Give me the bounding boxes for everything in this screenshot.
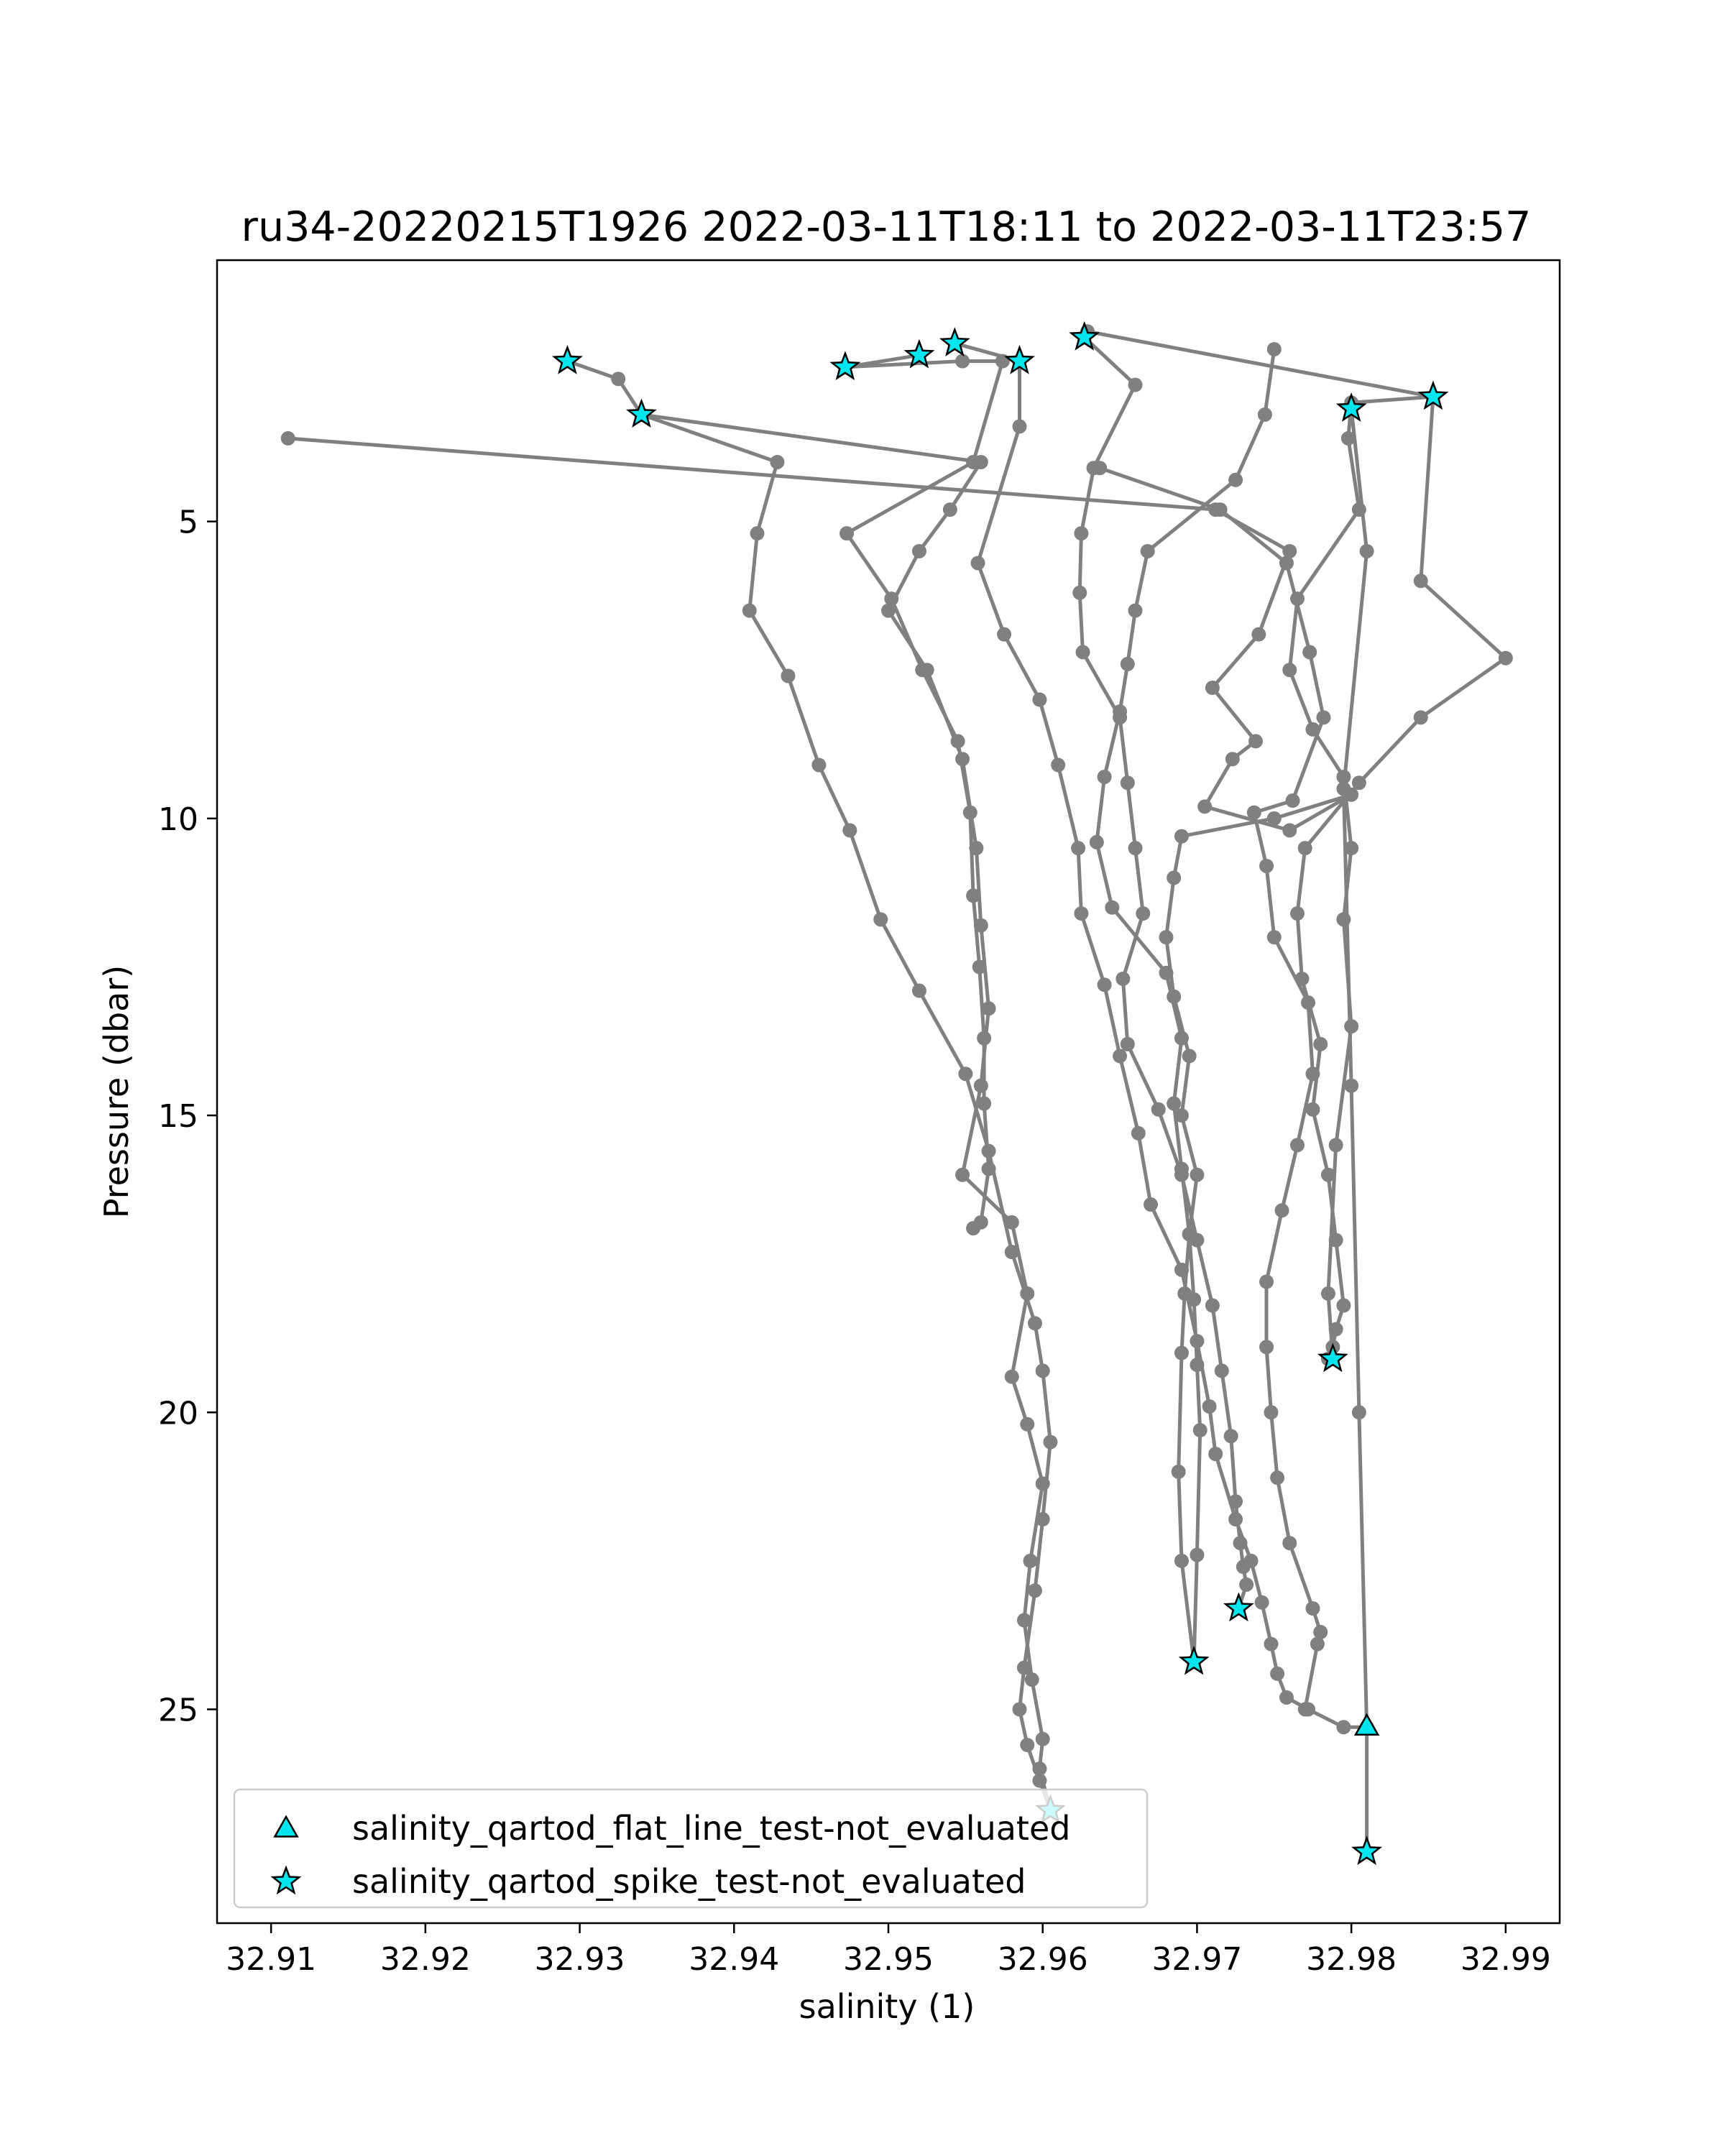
data-point: [1279, 556, 1294, 570]
data-point: [1282, 823, 1297, 837]
data-point: [982, 1161, 996, 1176]
data-point: [1172, 1465, 1186, 1479]
data-point: [1098, 977, 1112, 992]
data-point: [1071, 841, 1085, 855]
data-point: [1128, 841, 1143, 855]
data-point: [1247, 806, 1261, 820]
data-point: [974, 1079, 988, 1093]
data-point: [951, 734, 965, 748]
x-tick-label: 32.94: [689, 1941, 780, 1978]
data-point: [1032, 693, 1046, 707]
data-point: [1336, 782, 1351, 796]
y-tick-label: 5: [178, 504, 198, 541]
data-point: [1113, 704, 1127, 719]
spike-test-marker: [1181, 1648, 1207, 1672]
data-point: [971, 556, 985, 570]
data-point: [842, 823, 857, 837]
data-point: [1182, 1227, 1197, 1241]
flat-line-test-marker: [1356, 1715, 1378, 1735]
data-point: [912, 544, 926, 558]
data-point: [1294, 972, 1309, 986]
profile-line: [954, 344, 1366, 1852]
data-point: [1414, 710, 1428, 724]
x-tick-label: 32.95: [843, 1941, 934, 1978]
data-point: [1279, 1690, 1294, 1705]
data-point: [1197, 799, 1212, 814]
profile-line: [642, 415, 1051, 1810]
data-point: [1321, 1168, 1335, 1182]
data-point: [1208, 1447, 1223, 1461]
data-point: [1316, 710, 1330, 724]
data-point: [1313, 1037, 1328, 1051]
data-point: [1028, 1316, 1042, 1330]
data-point: [966, 888, 980, 903]
data-point: [1213, 502, 1228, 517]
data-point: [1020, 1738, 1034, 1752]
y-axis: [158, 505, 217, 1729]
x-tick-label: 32.91: [226, 1941, 317, 1978]
data-point: [1267, 930, 1282, 944]
data-point: [1336, 1299, 1351, 1313]
data-point: [1224, 1429, 1238, 1443]
data-point: [1090, 835, 1104, 849]
x-axis-label: salinity (1): [799, 1987, 975, 2026]
data-point: [1074, 526, 1088, 540]
data-point: [1499, 651, 1513, 665]
data-point: [1128, 604, 1143, 618]
data-point: [611, 372, 625, 386]
data-point: [1051, 757, 1065, 772]
spike-test-marker: [942, 330, 967, 354]
data-point: [977, 1031, 991, 1046]
data-point: [1116, 972, 1130, 986]
data-point: [1290, 1138, 1305, 1152]
legend-label: salinity_qartod_flat_line_test-not_evaluated: [352, 1809, 1071, 1848]
data-point: [1193, 1423, 1208, 1437]
data-point: [1305, 722, 1320, 737]
data-point: [955, 1168, 970, 1182]
data-point: [1202, 1399, 1217, 1414]
data-point: [966, 455, 980, 469]
data-point: [1005, 1370, 1019, 1384]
qartod-markers: [554, 323, 1446, 1863]
legend: [234, 1789, 1147, 1907]
data-point: [1005, 1215, 1019, 1230]
x-tick-label: 32.92: [380, 1941, 471, 1978]
data-point: [1215, 1363, 1229, 1378]
data-point: [1136, 906, 1150, 921]
data-point: [1251, 627, 1266, 642]
data-point: [1298, 841, 1312, 855]
data-point: [1329, 1233, 1343, 1248]
data-point: [1264, 1405, 1278, 1419]
data-point: [1275, 1203, 1289, 1217]
data-point: [1336, 1720, 1351, 1734]
profile-series: [1080, 324, 1513, 1366]
data-point: [1105, 900, 1119, 915]
data-point: [1036, 1363, 1050, 1378]
data-point: [1286, 793, 1300, 808]
data-point: [1352, 1405, 1366, 1419]
data-point: [1205, 1299, 1220, 1313]
data-point: [1190, 1168, 1204, 1182]
profile-line: [1289, 397, 1433, 1359]
y-axis-label: Pressure (dbar): [97, 964, 136, 1219]
data-point: [1228, 1494, 1243, 1508]
data-point: [1205, 681, 1220, 695]
data-point: [1414, 573, 1428, 588]
profile-series: [634, 407, 1057, 1818]
data-point: [281, 431, 295, 446]
data-point: [1329, 1138, 1343, 1152]
data-point: [912, 984, 926, 998]
data-point: [1098, 770, 1112, 784]
data-point: [1329, 1322, 1343, 1337]
profile-series: [1282, 390, 1440, 1366]
data-point: [1225, 752, 1240, 766]
data-point: [1167, 870, 1181, 885]
data-point: [1290, 906, 1305, 921]
data-point: [1177, 1286, 1192, 1301]
data-point: [1282, 663, 1297, 677]
x-tick-label: 32.93: [534, 1941, 625, 1978]
spike-test-marker: [628, 401, 654, 425]
spike-test-marker: [1225, 1595, 1251, 1619]
data-point: [1258, 407, 1272, 422]
data-point: [873, 912, 888, 926]
data-point: [997, 627, 1011, 642]
data-point: [1360, 544, 1374, 558]
data-point: [1076, 645, 1090, 659]
data-point: [1028, 1583, 1042, 1598]
data-point: [915, 663, 929, 677]
data-point: [1255, 1595, 1269, 1610]
data-point: [1013, 1702, 1027, 1716]
data-point: [1264, 1637, 1278, 1651]
x-tick-label: 32.96: [997, 1941, 1088, 1978]
data-point: [1321, 1286, 1335, 1301]
chart-title: ru34-20220215T1926 2022-03-11T18:11 to 2022-03-11T23:57: [241, 203, 1532, 251]
data-point: [1310, 1637, 1325, 1651]
data-point: [1131, 1126, 1146, 1141]
data-point: [750, 526, 764, 540]
data-point: [1121, 1037, 1135, 1051]
data-point: [1144, 1197, 1158, 1212]
data-point: [1305, 1601, 1320, 1616]
data-point: [1036, 1476, 1050, 1491]
profile-series: [1336, 402, 1374, 1735]
data-point: [1020, 1417, 1034, 1432]
data-point: [1092, 461, 1107, 475]
x-tick-label: 32.99: [1460, 1941, 1551, 1978]
data-point: [1282, 1536, 1297, 1550]
data-point: [1074, 906, 1088, 921]
data-point: [1190, 1358, 1204, 1372]
data-point: [1174, 1554, 1189, 1568]
data-point: [1121, 775, 1135, 790]
data-point: [1267, 811, 1282, 826]
x-tick-label: 32.98: [1306, 1941, 1397, 1978]
data-point: [1159, 930, 1173, 944]
data-point: [1239, 1577, 1254, 1592]
data-point: [1270, 1667, 1284, 1681]
data-point: [840, 526, 854, 540]
data-point: [1121, 657, 1135, 671]
data-point: [1128, 378, 1143, 392]
data-point: [1025, 1672, 1039, 1687]
data-point: [1259, 1274, 1274, 1289]
data-point: [1167, 1097, 1181, 1111]
data-point: [1024, 1554, 1038, 1568]
data-point: [1228, 473, 1243, 487]
data-point: [1302, 645, 1317, 659]
profile-lines: [281, 324, 1513, 1859]
data-point: [1236, 1560, 1251, 1574]
data-point: [977, 1097, 991, 1111]
data-point: [1141, 544, 1155, 558]
data-point: [1013, 419, 1027, 433]
data-point: [770, 455, 784, 469]
data-point: [884, 591, 898, 606]
data-point: [1151, 1102, 1166, 1117]
data-point: [1190, 1548, 1204, 1562]
profile-series: [947, 336, 1374, 1859]
data-point: [1344, 1079, 1358, 1093]
y-tick-label: 10: [158, 801, 198, 838]
data-point: [1259, 859, 1274, 873]
data-point: [1167, 990, 1181, 1004]
data-point: [1032, 1761, 1046, 1776]
data-point: [966, 1221, 980, 1235]
data-point: [1113, 1049, 1127, 1063]
data-point: [1020, 1286, 1034, 1301]
data-point: [1017, 1613, 1031, 1628]
data-point: [1305, 1102, 1320, 1117]
data-point: [1248, 734, 1263, 748]
data-point: [963, 806, 978, 820]
data-point: [1352, 775, 1366, 790]
data-point: [1182, 1049, 1197, 1063]
data-point: [1259, 1340, 1274, 1354]
data-point: [1072, 586, 1087, 600]
data-point: [955, 354, 970, 368]
data-point: [1233, 1536, 1248, 1550]
spike-test-marker: [1320, 1345, 1346, 1370]
data-point: [811, 757, 826, 772]
x-axis: [226, 1923, 1551, 1978]
spike-test-marker: [832, 354, 858, 378]
data-point: [1174, 829, 1189, 844]
legend-label: salinity_qartod_spike_test-not_evaluated: [352, 1862, 1026, 1901]
data-point: [1290, 591, 1305, 606]
data-point: [781, 669, 795, 683]
x-tick-label: 32.97: [1151, 1941, 1243, 1978]
data-point: [1174, 1161, 1189, 1176]
data-point: [943, 502, 957, 517]
data-point: [1174, 1108, 1189, 1123]
data-point: [972, 959, 987, 974]
data-point: [1267, 342, 1282, 356]
y-tick-label: 15: [158, 1098, 198, 1135]
spike-test-marker: [1354, 1838, 1380, 1863]
data-point: [958, 1067, 972, 1081]
data-point: [1036, 1732, 1050, 1746]
spike-test-marker: [554, 348, 580, 372]
data-point: [1174, 1346, 1189, 1360]
data-point: [1298, 1702, 1312, 1716]
profile-series: [281, 431, 1358, 1669]
data-point: [742, 604, 757, 618]
y-tick-label: 25: [158, 1692, 198, 1729]
data-point: [1270, 1470, 1284, 1485]
data-point: [1043, 1435, 1057, 1450]
y-tick-label: 20: [158, 1395, 198, 1432]
